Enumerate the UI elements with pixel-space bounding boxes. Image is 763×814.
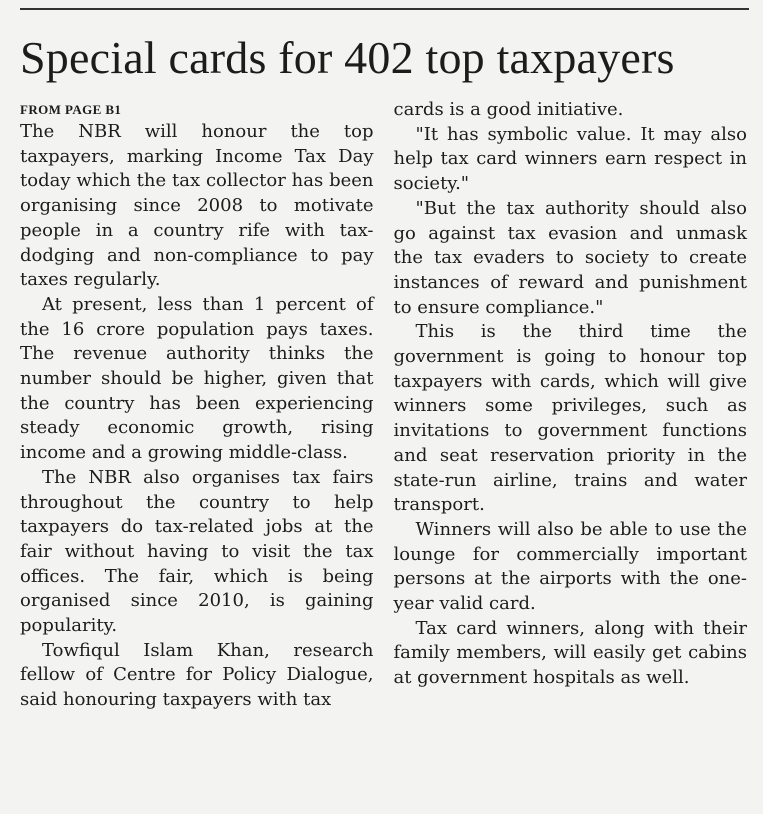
paragraph: Tax card winners, along with their family members, will easily get cabins at government hospitals as well. [393,617,747,689]
right-column [394,98,748,713]
paragraph: The NBR will honour the top taxpayers, marking Income Tax Day today which the tax collector has been organising since 2008 to motivate people in a country rife with tax-dodging and non-compliance to pay taxes regularly. [20,121,374,291]
paragraph: The NBR also organises tax fairs throughout the country to help taxpayers do tax-related jobs at the fair without having to visit the tax offices. The fair, which is being organised since 2010, is gaining popularity. [20,466,374,637]
left-column [20,98,374,713]
paragraph: This is the third time the government is going to honour top taxpayers with cards, which will give winners some privileges, such as invitations to government functions and seat reservation priority in the state-run airline, trains and water transport. [393,321,747,516]
paragraph: At present, less than 1 percent of the 16 crore population pays taxes. The revenue authority thinks the number should be higher, given that the country has been experiencing steady economic growth, rising income and a growing middle-class. [20,293,374,464]
top-rule [20,8,749,10]
paragraph: Towfiqul Islam Khan, research fellow of Centre for Policy Dialogue, said honouring taxpayers with tax [20,639,374,711]
paragraph: Winners will also be able to use the lounge for commercially important persons at the airports with the one-year valid card. [393,518,747,615]
headline: Special cards for 402 top taxpayers [20,32,675,83]
paragraph: "It has symbolic value. It may also help tax card winners earn respect in society." [393,123,747,195]
paragraph: cards is a good initiative. [393,99,624,120]
article-body [20,98,747,713]
continuation-kicker: FROM PAGE B1 [20,102,122,117]
paragraph: "But the tax authority should also go against tax evasion and unmask the tax evaders to society to create instances of reward and punishment to ensure compliance." [393,197,747,318]
